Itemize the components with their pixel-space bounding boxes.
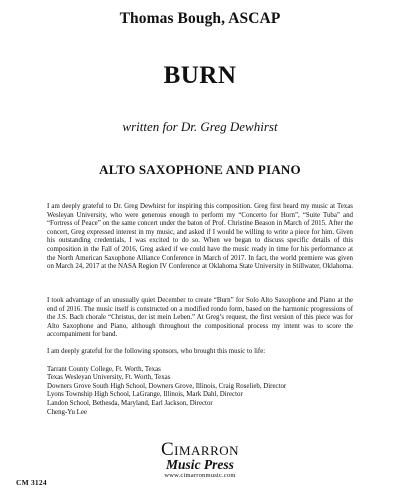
program-note-paragraph: I took advantage of an unusually quiet December to create “Burn” for Solo Alto Saxophone and Piano at the end of 2016. The music itself is constructed on a modified rondo form, based on the harmonic progressions of the J.S. Bach chorale “Christus, der ist mein Leben.” At Greg’s request, the first version of this piece was for Alto Saxophone and Piano, although throughout the compositional process my intent was to score the accompaniment for band. xyxy=(47,297,353,339)
sponsor-item: Texas Wesleyan University, Ft. Worth, Texas xyxy=(47,374,171,382)
sponsor-item: Cheng-Yu Lee xyxy=(47,408,87,416)
program-notes xyxy=(47,203,353,417)
sponsor-item: Tarrant County College, Ft. Worth, Texas xyxy=(47,365,161,373)
composer-name: Thomas Bough, ASCAP xyxy=(119,10,281,27)
program-note-paragraph: I am deeply grateful to Dr. Greg Dewhirst for inspiring this composition. Greg first heard my music at Texas Wesleyan University, who were generous enough to perform my “Concerto for Horn”, “Suite Tuba” and “Fortress of Peace” on the same concert under the baton of Prof. Christine Beason in March of 2015. After the concert, Greg expressed interest in my music, and asked if I would be willing to write a piece for him. Given his outstanding credentials, I was excited to do so. When we began to discuss specific details of this composition in the Fall of 2016, Greg asked if we could have the music ready in time for his performance at the North American Saxophone Alliance Conference in March of 2017. In fact, the world premiere was given on March 24, 2017 at the NASA Region IV Conference at Oklahoma State University in Stillwater, Oklahoma. xyxy=(47,203,353,271)
sponsor-item: Downers Grove South High School, Downers Grove, Illinois, Craig Roselieb, Director xyxy=(47,382,287,390)
publisher-logo xyxy=(100,440,300,480)
dedication: written for Dr. Greg Dewhirst xyxy=(122,119,278,134)
sponsors-intro: I am deeply grateful for the following sponsors, who brought this music to life: xyxy=(47,348,266,355)
sponsor-list xyxy=(47,366,353,418)
publisher-subtitle: Music Press xyxy=(166,457,234,472)
piece-title: BURN xyxy=(163,62,237,89)
sponsor-item: Landon School, Bethesda, Maryland, Earl Jackson, Director xyxy=(47,399,213,407)
publisher-url: www.cimarronmusic.com xyxy=(164,472,236,479)
sponsor-item: Lyons Township High School, LaGrange, Illinois, Mark Dahl, Director xyxy=(47,391,243,399)
catalog-number: CM 3124 xyxy=(16,478,47,487)
publisher-brand: Cimarron xyxy=(160,439,240,460)
instrumentation: ALTO SAXOPHONE AND PIANO xyxy=(99,162,301,177)
